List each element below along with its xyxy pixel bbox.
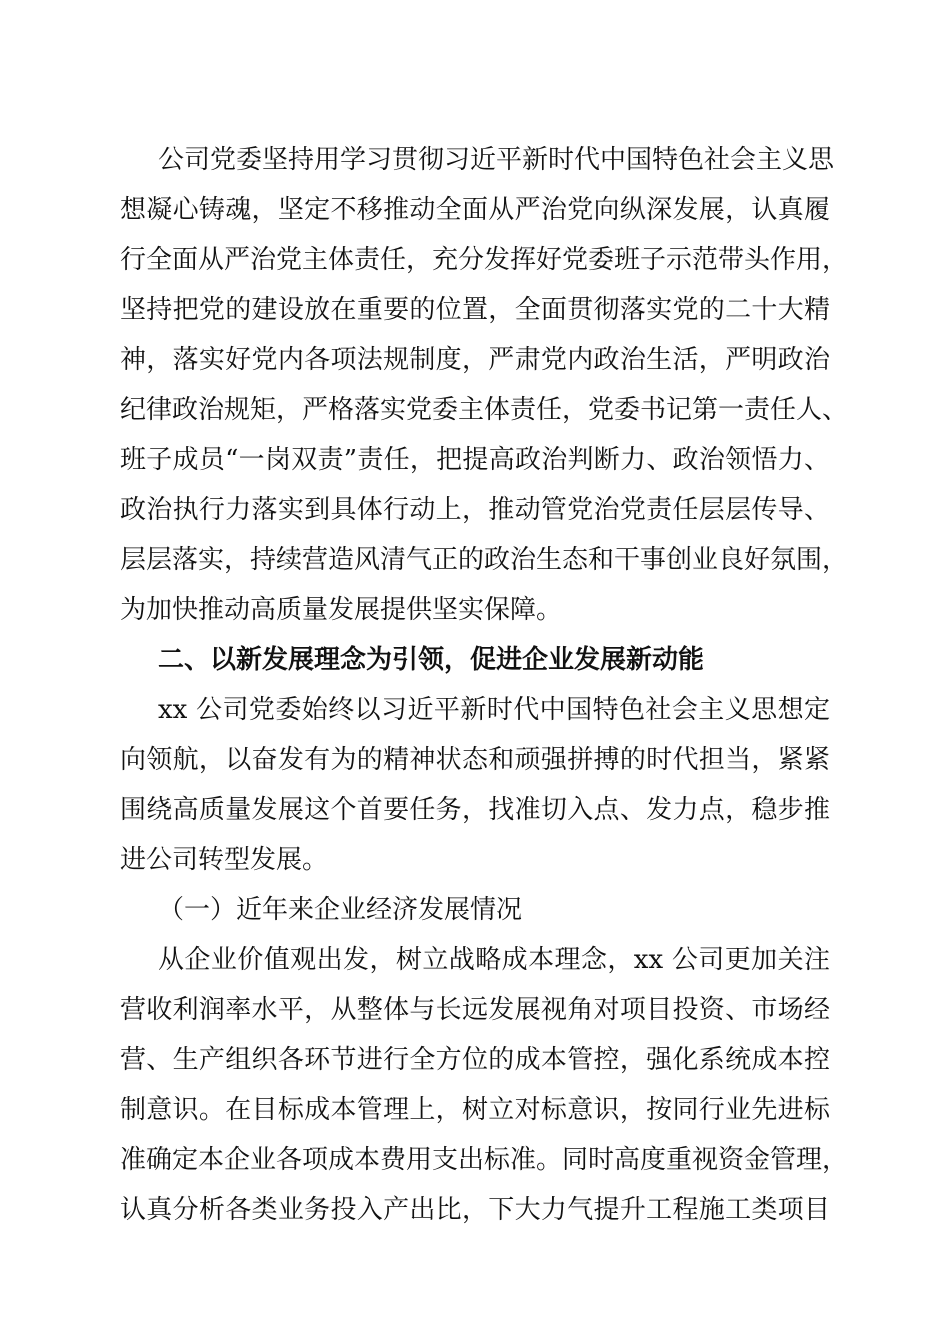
paragraph-1-line-9: 层层落实，持续营造风清气正的政治生态和干事创业良好氛围， [120,545,849,575]
paragraph-3-line-6: 认真分析各类业务投入产出比，下大力气提升工程施工类项目 [120,1195,830,1225]
paragraph-1-line-8: 政治执行力落实到具体行动上，推动管党治党责任层层传导、 [120,495,830,525]
paragraph-1-line-5: 神，落实好党内各项法规制度，严肃党内政治生活，严明政治 [120,345,830,375]
paragraph-2-line-4: 进公司转型发展。 [120,845,329,875]
paragraph-3-line-4: 制意识。在目标成本管理上，树立对标意识，按同行业先进标 [120,1095,830,1125]
paragraph-1-line-3: 行全面从严治党主体责任，充分发挥好党委班子示范带头作用， [120,245,849,275]
paragraph-1-line-1: 公司党委坚持用学习贯彻习近平新时代中国特色社会主义思 [158,145,835,175]
paragraph-3-line-1: 从企业价值观出发，树立战略成本理念，xx 公司更加关注 [158,945,830,975]
paragraph-1-line-4: 坚持把党的建设放在重要的位置，全面贯彻落实党的二十大精 [120,295,830,325]
paragraph-3-line-2: 营收利润率水平，从整体与长远发展视角对项目投资、市场经 [120,995,830,1025]
paragraph-1-line-2: 想凝心铸魂，坚定不移推动全面从严治党向纵深发展，认真履 [120,195,830,225]
paragraph-1-line-6: 纪律政治规矩，严格落实党委主体责任，党委书记第一责任人、 [120,395,849,425]
paragraph-1-line-7: 班子成员“一岗双责”责任，把提高政治判断力、政治领悟力、 [120,445,830,475]
paragraph-1-line-10: 为加快推动高质量发展提供坚实保障。 [120,595,563,625]
paragraph-3-line-3: 营、生产组织各环节进行全方位的成本管控，强化系统成本控 [120,1045,830,1075]
paragraph-3-line-5: 准确定本企业各项成本费用支出标准。同时高度重视资金管理， [120,1145,849,1175]
subsection-heading: （一）近年来企业经济发展情况 [158,895,523,925]
paragraph-2-line-1: xx 公司党委始终以习近平新时代中国特色社会主义思想定 [158,695,830,725]
section-heading: 二、以新发展理念为引领，促进企业发展新动能 [158,645,705,675]
paragraph-2-line-2: 向领航，以奋发有为的精神状态和顽强拼搏的时代担当，紧紧 [120,745,830,775]
paragraph-2-line-3: 围绕高质量发展这个首要任务，找准切入点、发力点，稳步推 [120,795,830,825]
